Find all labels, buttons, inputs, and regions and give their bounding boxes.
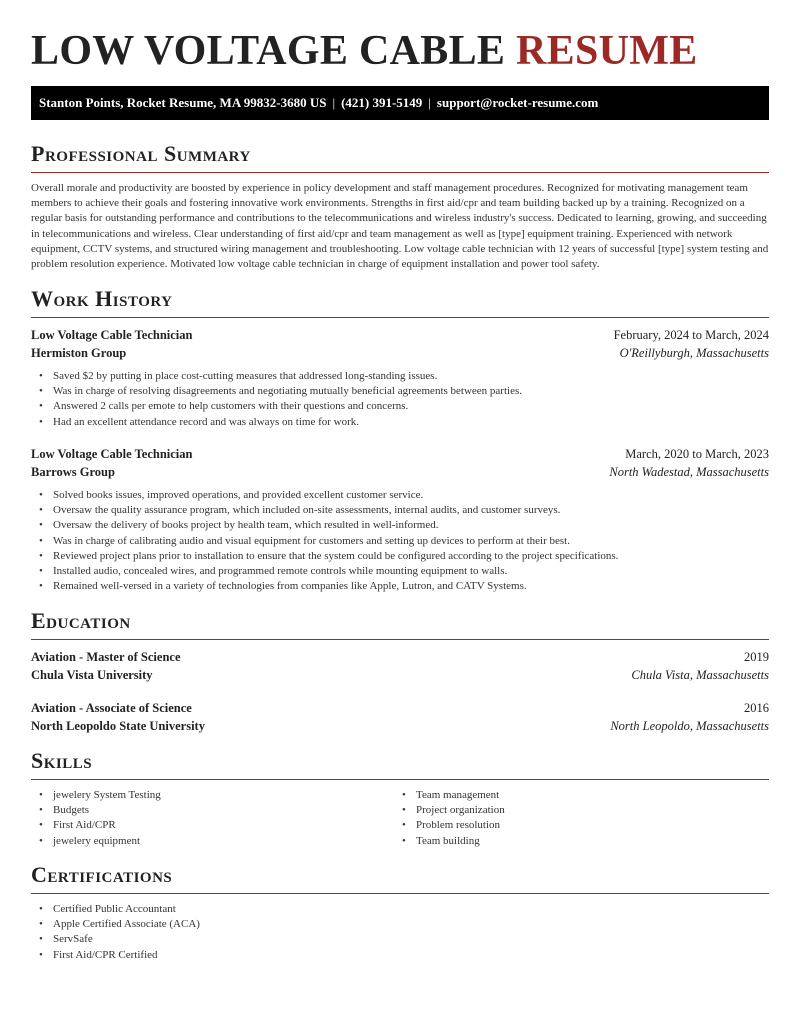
education-school (31, 717, 769, 735)
job-employer (31, 463, 769, 481)
certification-item: • First Aid/CPR Certified (53, 948, 200, 963)
school-name: Chula Vista University (31, 668, 153, 682)
skill-item: • Problem resolution (416, 818, 505, 833)
section-divider (31, 779, 769, 780)
graduation-year: 2019 (744, 650, 769, 664)
section-divider (31, 893, 769, 894)
contact-bar (31, 86, 769, 120)
work-history-heading: Work History (31, 286, 173, 311)
job-header (31, 326, 769, 344)
list-item: • Answered 2 calls per emote to help customers with their questions and concerns. (53, 399, 522, 414)
list-item: • Reviewed project plans prior to installation to ensure that the system could be configured according to the project specifications. (53, 549, 618, 564)
school-location: Chula Vista, Massachusetts (631, 668, 769, 682)
school-location: North Leopoldo, Massachusetts (610, 719, 769, 733)
certification-item: • Apple Certified Associate (ACA) (53, 917, 200, 932)
list-item: • Was in charge of resolving disagreements and negotiating mutually beneficial agreements between parties. (53, 384, 522, 399)
skills-list-left (53, 788, 161, 849)
job-bullets (53, 488, 618, 594)
section-divider (31, 639, 769, 640)
certifications-heading: Certifications (31, 862, 173, 887)
list-item: • Saved $2 by putting in place cost-cutting measures that addressed long-standing issues. (53, 369, 522, 384)
education-heading: Education (31, 608, 131, 633)
skill-item: • First Aid/CPR (53, 818, 161, 833)
resume-title (31, 28, 698, 74)
contact-address: Stanton Points, Rocket Resume, MA 99832-3680 US (39, 95, 327, 110)
job-employer (31, 344, 769, 362)
contact-separator: | (428, 95, 431, 110)
list-item: • Oversaw the delivery of books project by health team, which resulted in well-informed. (53, 518, 618, 533)
section-divider (31, 172, 769, 173)
degree: Aviation - Master of Science (31, 650, 181, 664)
certification-item: • ServSafe (53, 932, 200, 947)
job-header (31, 445, 769, 463)
list-item: • Had an excellent attendance record and was always on time for work. (53, 415, 522, 430)
certification-item: • Certified Public Accountant (53, 902, 200, 917)
list-item: • Remained well-versed in a variety of technologies from companies like Apple, Lutron, and CATV Systems. (53, 579, 618, 594)
education-header (31, 699, 769, 717)
education-header (31, 648, 769, 666)
skill-item: • Project organization (416, 803, 505, 818)
list-item: • Oversaw the quality assurance program, which included on-site assessments, internal audits, and customer surveys. (53, 503, 618, 518)
skills-heading: Skills (31, 748, 93, 773)
skills-list-right (416, 788, 505, 849)
school-name: North Leopoldo State University (31, 719, 205, 733)
job-company: Barrows Group (31, 465, 115, 479)
skill-item: • jewelery equipment (53, 834, 161, 849)
section-divider (31, 317, 769, 318)
title-main: LOW VOLTAGE CABLE (31, 28, 506, 74)
contact-phone: (421) 391-5149 (341, 95, 423, 110)
job-dates: February, 2024 to March, 2024 (613, 328, 769, 342)
job-location: O'Reillyburgh, Massachusetts (619, 346, 769, 360)
certifications-list (53, 902, 200, 963)
skill-item: • Team management (416, 788, 505, 803)
job-title: Low Voltage Cable Technician (31, 447, 193, 461)
job-dates: March, 2020 to March, 2023 (625, 447, 769, 461)
summary-text: Overall morale and productivity are boosted by experience in policy development and staff management procedures. Recognized for motivating management team members to achieve their goals and fostering innovative work environments. Strengths in first aid/cpr and team building backed up by a training. Recognized on a regular basis for outstanding performance and contributions to the telecommunications and wireless industry's success. Dedicated to learning, growing, and succeeding in telecommunications and wireless. Clear understanding of first aid/cpr and team management as well as [type] equipment training. Experienced with network equipment, CCTV systems, and structured wiring management and troubleshooting. Low voltage cable technician with 12 years of successful [type] system testing and problem resolution experience. Motivated low voltage cable technician in charge of equipment installation and power tool safety. (31, 182, 769, 271)
skill-item: • Budgets (53, 803, 161, 818)
education-school (31, 666, 769, 684)
job-company: Hermiston Group (31, 346, 127, 360)
list-item: • Installed audio, concealed wires, and programmed remote controls while mounting equipment to walls. (53, 564, 618, 579)
list-item: • Solved books issues, improved operations, and provided excellent customer service. (53, 488, 618, 503)
title-accent: RESUME (516, 28, 698, 74)
job-title: Low Voltage Cable Technician (31, 328, 193, 342)
skill-item: • Team building (416, 834, 505, 849)
contact-separator: | (332, 95, 336, 110)
job-location: North Wadestad, Massachusetts (609, 465, 769, 479)
job-bullets (53, 369, 522, 430)
degree: Aviation - Associate of Science (31, 701, 192, 715)
skill-item: • jewelery System Testing (53, 788, 161, 803)
graduation-year: 2016 (744, 701, 769, 715)
contact-email[interactable]: support@rocket-resume.com (436, 95, 599, 110)
summary-heading: Professional Summary (31, 141, 251, 166)
list-item: • Was in charge of calibrating audio and visual equipment for customers and setting up devices to perform at their best. (53, 534, 618, 549)
